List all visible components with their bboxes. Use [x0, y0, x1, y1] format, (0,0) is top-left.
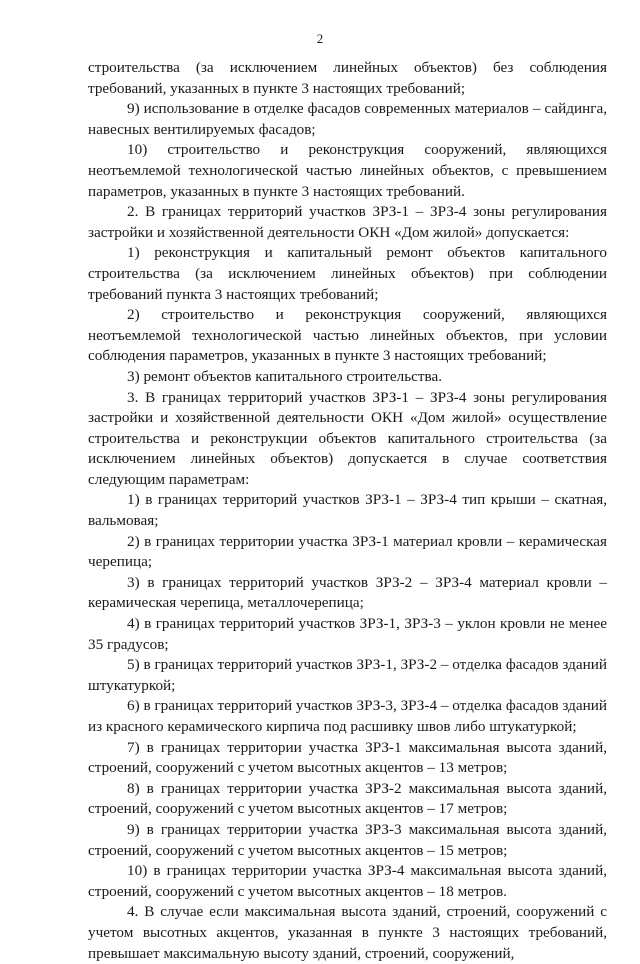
- clause-3-parameters: 3. В границах территорий участков ЗРЗ-1 – ЗРЗ-4 зоны регулирования застройки и хозяйственной деятельности ОКН «Дом жилой» осуществление строительства и реконструкции объектов капитального строительства (за исключением линейных объектов) допускается в случае соответствия следующим параметрам:: [88, 388, 607, 488]
- clause-3-item-8-height-zrz2: 8) в границах территории участка ЗРЗ-2 максимальная высота зданий, строений, сооружений с учетом высотных акцентов – 17 метров;: [88, 779, 607, 818]
- clause-2-permitted: 2. В границах территорий участков ЗРЗ-1 – ЗРЗ-4 зоны регулирования застройки и хозяйственной деятельности ОКН «Дом жилой» допускается:: [88, 203, 607, 241]
- clause-2-item-2: 2) строительство и реконструкция сооружений, являющихся неотъемлемой технологической частью линейных объектов, при условии соблюдения параметров, указанных в пункте 3 настоящих требований;: [88, 306, 607, 365]
- clause-3-item-4-roof-slope: 4) в границах территорий участков ЗРЗ-1, ЗРЗ-3 – уклон кровли не менее 35 градусов;: [88, 615, 607, 653]
- clause-2-item-3: 3) ремонт объектов капитального строительства.: [127, 367, 443, 385]
- clause-3-item-3-roof-material: 3) в границах территорий участков ЗРЗ-2 – ЗРЗ-4 материал кровли – керамическая черепица, металлочерепица;: [88, 573, 607, 612]
- document-body: [88, 58, 607, 964]
- clause-3-item-7-height-zrz1: 7) в границах территории участка ЗРЗ-1 максимальная высота зданий, строений, сооружений с учетом высотных акцентов – 13 метров;: [88, 738, 607, 777]
- clause-3-item-5-facade-plaster: 5) в границах территорий участков ЗРЗ-1, ЗРЗ-2 – отделка фасадов зданий штукатуркой;: [88, 656, 607, 694]
- paragraph-continuation: строительства (за исключением линейных объектов) без соблюдения требований, указанных в пункте 3 настоящих требований;: [88, 59, 607, 97]
- clause-3-item-9-height-zrz3: 9) в границах территории участка ЗРЗ-3 максимальная высота зданий, строений, сооружений с учетом высотных акцентов – 15 метров;: [88, 820, 607, 859]
- clause-4-height-exceeds: 4. В случае если максимальная высота зданий, строений, сооружений с учетом высотных акцентов, указанная в пункте 3 настоящих требований, превышает максимальную высоту зданий, строений, сооружений,: [88, 903, 607, 962]
- clause-2-item-1: 1) реконструкция и капитальный ремонт объектов капитального строительства (за исключением линейных объектов) при соблюдении требований пункта 3 настоящих требований;: [88, 244, 607, 303]
- clause-3-item-1-roof-type: 1) в границах территорий участков ЗРЗ-1 – ЗРЗ-4 тип крыши – скатная, вальмовая;: [88, 491, 607, 530]
- page-number: 2: [316, 31, 324, 46]
- clause-3-item-10-height-zrz4: 10) в границах территории участка ЗРЗ-4 максимальная высота зданий, строений, сооружений с учетом высотных акцентов – 18 метров.: [88, 862, 607, 900]
- list-item-9-siding: 9) использование в отделке фасадов современных материалов – сайдинга, навесных вентилируемых фасадов;: [88, 100, 607, 138]
- clause-3-item-2-roof-material: 2) в границах территории участка ЗРЗ-1 материал кровли – керамическая черепица;: [88, 532, 607, 571]
- list-item-10-linear-structures: 10) строительство и реконструкция сооружений, являющихся неотъемлемой технологической частью линейных объектов, с превышением параметров, указанных в пункте 3 настоящих требований.: [88, 141, 607, 200]
- clause-3-item-6-facade-brick: 6) в границах территорий участков ЗРЗ-3, ЗРЗ-4 – отделка фасадов зданий из красного керамического кирпича под расшивку швов либо штукатуркой;: [88, 697, 607, 735]
